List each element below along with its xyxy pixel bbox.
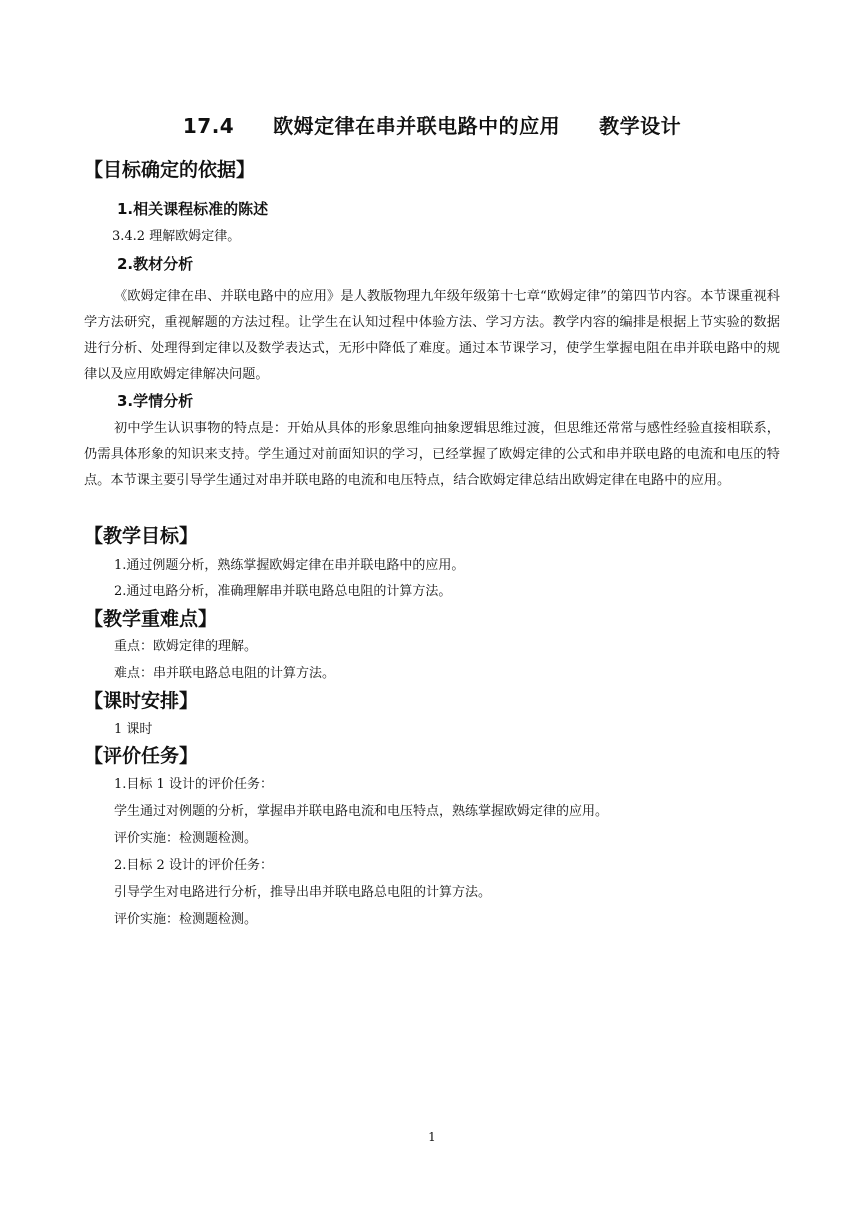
textbook-analysis-text: 《欧姆定律在串、并联电路中的应用》是人教版物理九年级年级第十七章“欧姆定律”的第四节内容。本节课重视科学方法研究，重视解题的方法过程。让学生在认知过程中体验方法、学习方法。教学内容的编排是根据上节实验的数据进行分析、处理得到定律以及数学表达式，无形中降低了难度。通过本节课学习，使学生掌握电阻在串并联电路中的规律以及应用欧姆定律解决问题。	[84, 289, 780, 382]
difficult-point-text: 难点：串并联电路总电阻的计算方法。	[114, 666, 336, 681]
objective-item: 2.通过电路分析，准确理解串并联电路总电阻的计算方法。	[114, 584, 452, 599]
evaluation-line: 引导学生对电路进行分析，推导出串并联电路总电阻的计算方法。	[114, 885, 492, 900]
schedule-text: 1 课时	[114, 722, 153, 737]
document-page	[84, 0, 780, 1216]
title-number: 17.4	[182, 114, 235, 138]
key-point-text: 重点：欧姆定律的理解。	[114, 639, 258, 654]
objective-item: 1.通过例题分析，熟练掌握欧姆定律在串并联电路中的应用。	[114, 558, 465, 573]
evaluation-line: 评价实施：检测题检测。	[114, 831, 258, 846]
subheading-textbook-analysis: 2.教材分析	[117, 255, 194, 273]
curriculum-standard-text: 3.4.2 理解欧姆定律。	[112, 229, 241, 244]
heading-evaluation: 【评价任务】	[84, 745, 199, 767]
page-number: 1	[428, 1130, 436, 1144]
evaluation-line: 学生通过对例题的分析，掌握串并联电路电流和电压特点，熟练掌握欧姆定律的应用。	[114, 804, 609, 819]
title-suffix: 教学设计	[599, 114, 682, 138]
evaluation-line: 评价实施：检测题检测。	[114, 912, 258, 927]
learner-analysis-text: 初中学生认识事物的特点是：开始从具体的形象思维向抽象逻辑思维过渡，但思维还常常与感性经验直接相联系，仍需具体形象的知识来支持。学生通过对前面知识的学习，已经掌握了欧姆定律的公式和串并联电路的电流和电压的特点。本节课主要引导学生通过对串并联电路的电流和电压特点，结合欧姆定律总结出欧姆定律在电路中的应用。	[84, 421, 780, 488]
title-main: 欧姆定律在串并联电路中的应用	[273, 114, 561, 138]
evaluation-line: 2.目标 2 设计的评价任务：	[114, 858, 273, 873]
document-title	[84, 111, 780, 141]
heading-key-points: 【教学重难点】	[84, 608, 218, 630]
heading-objectives: 【教学目标】	[84, 525, 199, 547]
heading-basis: 【目标确定的依据】	[84, 159, 256, 181]
heading-schedule: 【课时安排】	[84, 690, 199, 712]
subheading-learner-analysis: 3.学情分析	[117, 392, 194, 410]
subheading-curriculum-standard: 1.相关课程标准的陈述	[117, 200, 269, 218]
evaluation-line: 1.目标 1 设计的评价任务：	[114, 777, 273, 792]
